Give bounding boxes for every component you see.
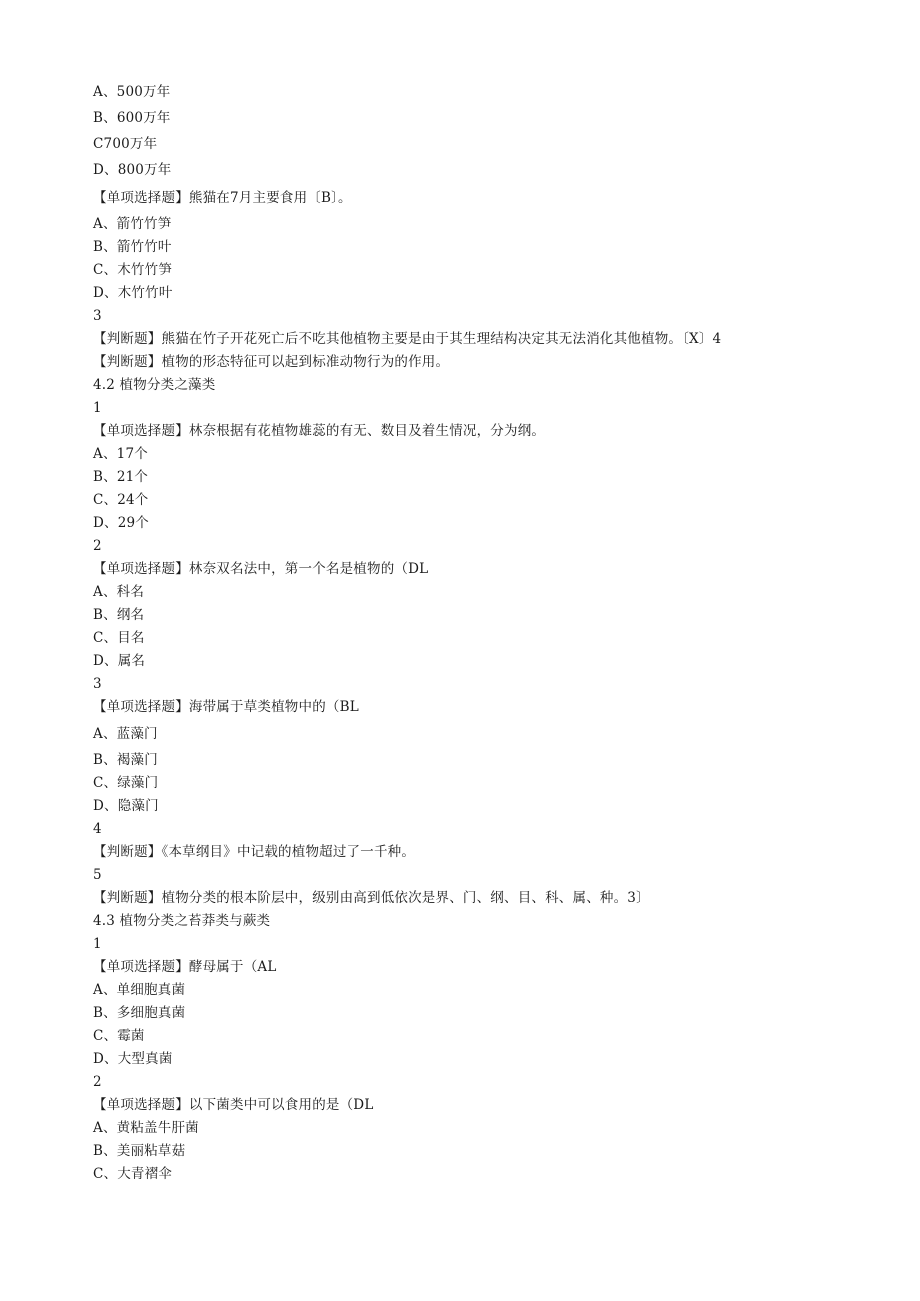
- question-single-choice: 【单项选择题】以下菌类中可以食用的是（DL: [93, 1097, 374, 1113]
- option-b: B、纲名: [93, 607, 145, 623]
- question-number: 1: [93, 936, 102, 952]
- section-heading: 4.2 植物分类之藻类: [93, 377, 216, 393]
- option-c: C700万年: [93, 136, 158, 152]
- option-b: B、多细胞真菌: [93, 1005, 186, 1021]
- option-c: C、大青褶伞: [93, 1166, 173, 1182]
- option-b: B、美丽粘草菇: [93, 1143, 186, 1159]
- question-number: 2: [93, 1074, 102, 1090]
- question-single-choice: 【单项选择题】海带属于草类植物中的（BL: [93, 699, 359, 715]
- option-d: D、大型真菌: [93, 1051, 173, 1067]
- question-single-choice: 【单项选择题】林奈双名法中，第一个名是植物的（DL: [93, 561, 429, 577]
- question-number: 1: [93, 400, 102, 416]
- question-true-false: 【判断题】植物分类的根本阶层中，级别由高到低依次是界、门、纲、目、科、属、种。3〕: [93, 890, 650, 906]
- option-a: A、黄粘盖牛肝菌: [93, 1120, 199, 1136]
- option-a: A、箭竹竹笋: [93, 216, 172, 232]
- question-true-false: 【判断题】《本草纲目》中记载的植物超过了一千种。: [93, 844, 416, 860]
- question-single-choice: 【单项选择题】熊猫在7月主要食用〔B〕。: [93, 190, 352, 206]
- question-number: 5: [93, 867, 102, 883]
- question-number: 3: [93, 308, 102, 324]
- question-single-choice: 【单项选择题】林奈根据有花植物雄蕊的有无、数目及着生情况，分为纲。: [93, 423, 546, 439]
- option-c: C、目名: [93, 630, 145, 646]
- option-d: D、29个: [93, 515, 150, 531]
- option-d: D、木竹竹叶: [93, 285, 173, 301]
- option-c: C、木竹竹笋: [93, 262, 173, 278]
- question-true-false: 【判断题】熊猫在竹子开花死亡后不吃其他植物主要是由于其生理结构决定其无法消化其他植物。〔X〕4: [93, 331, 722, 347]
- option-a: A、单细胞真菌: [93, 982, 186, 998]
- option-c: C、绿藻门: [93, 775, 159, 791]
- question-number: 2: [93, 538, 102, 554]
- section-heading: 4.3 植物分类之苔莽类与蕨类: [93, 913, 271, 929]
- option-d: D、属名: [93, 653, 146, 669]
- option-d: D、800万年: [93, 162, 172, 178]
- question-number: 4: [93, 821, 102, 837]
- option-c: C、霉菌: [93, 1028, 145, 1044]
- option-a: A、500万年: [93, 84, 171, 100]
- option-a: A、17个: [93, 446, 148, 462]
- option-b: B、21个: [93, 469, 149, 485]
- option-a: A、蓝藻门: [93, 726, 158, 742]
- document-page: [93, 79, 853, 1186]
- question-number: 3: [93, 676, 102, 692]
- option-a: A、科名: [93, 584, 145, 600]
- option-b: B、褐藻门: [93, 752, 158, 768]
- question-true-false: 【判断题】植物的形态特征可以起到标准动物行为的作用。: [93, 354, 450, 370]
- option-b: B、600万年: [93, 110, 171, 126]
- option-c: C、24个: [93, 492, 149, 508]
- option-d: D、隐藻门: [93, 798, 159, 814]
- question-single-choice: 【单项选择题】酵母属于（AL: [93, 959, 277, 975]
- option-b: B、箭竹竹叶: [93, 239, 172, 255]
